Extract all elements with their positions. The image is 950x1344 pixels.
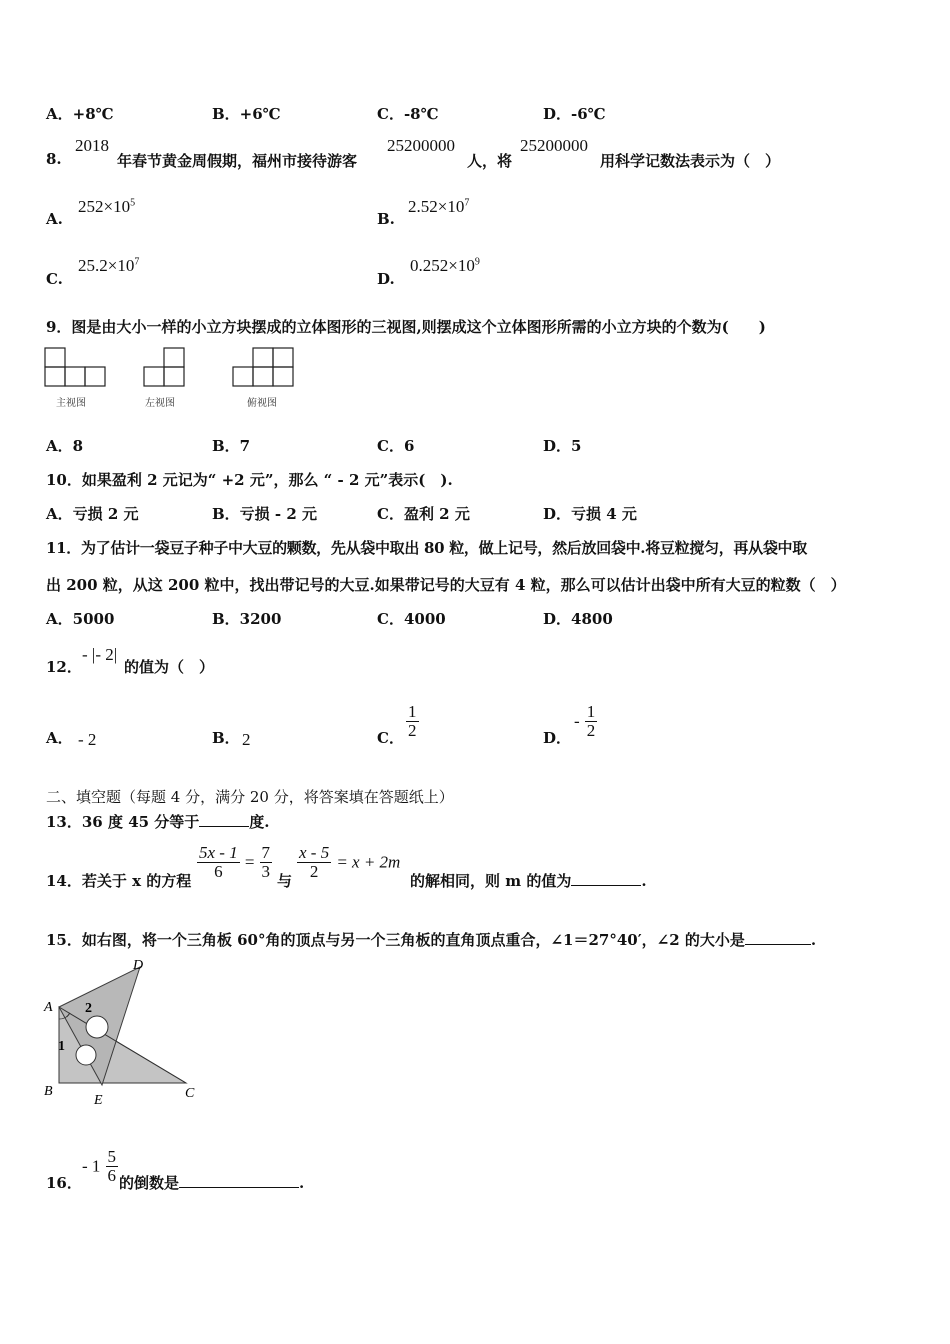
q8-number-2: 25200000 [520, 136, 588, 155]
q7-option-b: B．+6℃ [212, 105, 281, 123]
q14-text-2: 的解相同，则 m 的值为 . [410, 872, 647, 890]
label-a: A [44, 1000, 53, 1015]
q10-question: 10．如果盈利 2 元记为“ +2 元”，那么 “ - 2 元”表示( ). [46, 471, 453, 489]
q12-option-c-value: $\frac{1}{2}$ [408, 702, 417, 740]
q11-option-b: B．3200 [212, 610, 282, 628]
q12-option-a-value: - 2 [78, 730, 97, 749]
q10-option-d: D．亏损 4 元 [543, 505, 637, 523]
q14-text-and: 与 [277, 872, 293, 890]
label-d: D [133, 958, 144, 973]
q12-option-d-value: - $\frac{1}{2}$ [574, 702, 596, 740]
q16-answer-blank[interactable] [179, 1186, 299, 1188]
q7-option-a: A．+8℃ [46, 105, 114, 123]
q12-option-d-label: D． [543, 729, 572, 747]
q13-question: 13．36 度 45 分等于 度. [46, 813, 270, 831]
left-view-drawing [143, 347, 185, 387]
q14-equation-2: $\frac{x - 5}{2}$ = x + 2m [299, 843, 401, 881]
q14-equation-1: $\frac{5x - 1}{6}$ = $\frac{7}{3}$ [199, 843, 270, 881]
q8-text-1: 年春节黄金周假期，福州市接待游客 [117, 152, 358, 170]
q15-answer-blank[interactable] [745, 943, 811, 945]
q8-option-d-label: D. [377, 270, 395, 288]
q8-year: 2018 [75, 136, 109, 155]
q12-expression: - |- 2| [82, 645, 118, 664]
q11-option-a: A．5000 [46, 610, 115, 628]
section-2-heading: 二、填空题（每题 4 分，满分 20 分，将答案填在答题纸上） [46, 788, 454, 806]
q8-option-a-label: A. [46, 210, 63, 228]
q8-number: 8. [46, 150, 62, 168]
label-c: C [185, 1086, 195, 1101]
q8-option-b-value: $2.52\times 10^7$ [408, 197, 470, 216]
q12-question: 的值为（ ） [124, 658, 215, 676]
q8-number-1: 25200000 [387, 136, 455, 155]
top-view-caption: 俯视图 [247, 398, 277, 409]
q7-option-c: C．-8℃ [377, 105, 439, 123]
q14-answer-blank[interactable] [571, 884, 641, 886]
q8-option-c-value: $25.2\times 10^7$ [78, 256, 140, 275]
left-view-caption: 左视图 [145, 398, 175, 409]
q12-option-b-label: B． [212, 729, 240, 747]
q8-option-a-value: $252\times 10^5$ [78, 197, 136, 216]
front-view-caption: 主视图 [56, 398, 86, 409]
q8-option-b-label: B. [377, 210, 395, 228]
q8-text-3: 用科学记数法表示为（ ） [600, 152, 781, 170]
q9-option-c: C．6 [377, 437, 415, 455]
q10-option-b: B．亏损 - 2 元 [212, 505, 318, 523]
q16-number: 16． [46, 1174, 82, 1192]
top-view-drawing [232, 347, 294, 387]
q8-option-c-label: C. [46, 270, 63, 288]
q7-option-d: D．-6℃ [543, 105, 606, 123]
q9-option-b: B．7 [212, 437, 251, 455]
q15-question: 15．如右图，将一个三角板 60°角的顶点与另一个三角板的直角顶点重合，∠1＝27°40′，∠2 的大小是 . [46, 931, 817, 949]
q14-text-1: 14．若关于 x 的方程 [46, 872, 192, 890]
q9-question: 9．图是由大小一样的小立方块摆成的立体图形的三视图,则摆成这个立体图形所需的小立方块的个数为( ) [46, 318, 766, 336]
q12-option-b-value: 2 [242, 730, 251, 749]
q9-option-a: A．8 [46, 437, 84, 455]
label-e: E [94, 1093, 103, 1108]
q16-mixed-number: - 1 $\frac{5}{6}$ [82, 1147, 117, 1185]
q16-question: 的倒数是 . [119, 1174, 305, 1192]
label-angle-1: 1 [58, 1039, 65, 1054]
q10-option-c: C．盈利 2 元 [377, 505, 470, 523]
q12-option-c-label: C． [377, 729, 404, 747]
q12-number: 12． [46, 658, 82, 676]
triangle-figure [40, 955, 210, 1110]
q11-option-d: D．4800 [543, 610, 613, 628]
front-view-drawing [44, 347, 106, 387]
label-b: B [44, 1084, 53, 1099]
q11-option-c: C．4000 [377, 610, 446, 628]
q11-question-line-1: 11．为了估计一袋豆子种子中大豆的颗数，先从袋中取出 80 粒，做上记号，然后放回袋中.将豆粒搅匀，再从袋中取 [46, 539, 807, 557]
q10-option-a: A．亏损 2 元 [46, 505, 139, 523]
q12-option-a-label: A． [46, 729, 73, 747]
q8-text-2: 人，将 [467, 152, 513, 170]
q8-option-d-value: $0.252\times 10^9$ [410, 256, 480, 275]
q13-answer-blank[interactable] [199, 825, 249, 827]
label-angle-2: 2 [85, 1001, 92, 1016]
q9-option-d: D．5 [543, 437, 582, 455]
q11-question-line-2: 出 200 粒，从这 200 粒中，找出带记号的大豆.如果带记号的大豆有 4 粒，那么可以估计出袋中所有大豆的粒数（ ） [46, 576, 846, 594]
